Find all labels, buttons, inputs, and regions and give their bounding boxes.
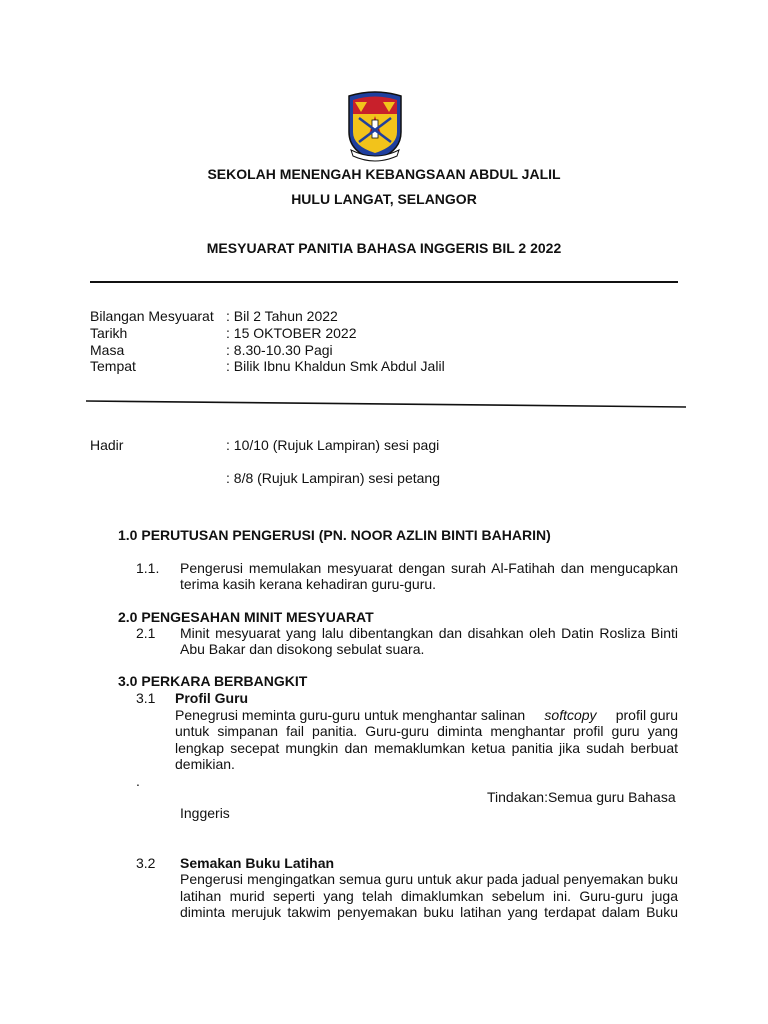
stray-dot: .	[136, 773, 140, 789]
item-2-1-line-1: Minit mesyuarat yang lalu dibentangkan dan disahkan oleh Datin Rosliza Binti	[180, 625, 678, 641]
top-divider	[90, 281, 678, 283]
section-3-heading: 3.0 PERKARA BERBANGKIT	[118, 673, 308, 689]
action-line-1: Tindakan:Semua guru Bahasa	[487, 789, 676, 805]
item-3-2-line-2: latihan murid seperti yang telah dimaklumkan sebelum ini. Guru-guru juga	[180, 888, 678, 904]
attendance-morning: : 10/10 (Rujuk Lampiran) sesi pagi	[226, 437, 440, 453]
detail-value-tempat: : Bilik Ibnu Khaldun Smk Abdul Jalil	[226, 358, 445, 374]
attendance-afternoon: : 8/8 (Rujuk Lampiran) sesi petang	[226, 470, 440, 486]
attendance-label: Hadir	[90, 437, 124, 453]
section-2-heading: 2.0 PENGESAHAN MINIT MESYUARAT	[118, 609, 374, 625]
item-1-1-number: 1.1.	[136, 560, 160, 576]
detail-label-bilangan: Bilangan Mesyuarat	[90, 308, 214, 324]
detail-label-masa: Masa	[90, 342, 125, 358]
item-3-1-line-4: demikian.	[175, 756, 235, 772]
item-1-1-line-1: Pengerusi memulakan mesyuarat dengan surah Al-Fatihah dan mengucapkan	[180, 560, 678, 576]
detail-value-bilangan: : Bil 2 Tahun 2022	[226, 308, 338, 324]
item-3-2-line-1: Pengerusi mengingatkan semua guru untuk akur pada jadual penyemakan buku	[180, 871, 678, 887]
item-3-1-softcopy: softcopy	[544, 707, 597, 723]
middle-divider	[84, 398, 688, 410]
item-3-2-line-3: diminta merujuk takwim penyemakan buku latihan yang terdapat dalam Buku	[180, 904, 678, 920]
school-crest-logo	[345, 90, 405, 162]
detail-label-tempat: Tempat	[90, 358, 136, 374]
item-1-1-line-2: terima kasih kerana kehadiran guru-guru.	[180, 576, 437, 592]
item-3-1-line-3: lengkap secepat mungkin dan memaklumkan ketua panitia jika sudah berbuat	[175, 740, 678, 756]
section-1-heading: 1.0 PERUTUSAN PENGERUSI (PN. NOOR AZLIN BINTI BAHARIN)	[118, 527, 551, 543]
school-name: SEKOLAH MENENGAH KEBANGSAAN ABDUL JALIL	[207, 166, 561, 182]
item-3-2-number: 3.2	[136, 855, 156, 871]
item-3-1-line-2: untuk simpanan fail panitia. Guru-guru diminta menghantar profil guru yang	[175, 723, 678, 739]
school-location: HULU LANGAT, SELANGOR	[291, 191, 477, 207]
action-line-2: Inggeris	[180, 805, 230, 821]
item-3-1-line-1	[175, 707, 678, 723]
item-2-1-line-2: Abu Bakar dan disokong sebulat suara.	[180, 641, 425, 657]
item-3-1-line-1-end: profil guru	[615, 707, 678, 723]
detail-value-masa: : 8.30-10.30 Pagi	[226, 342, 333, 358]
item-3-1-title: Profil Guru	[175, 690, 249, 706]
item-3-1-number: 3.1	[136, 690, 156, 706]
item-3-1-line-1-start: Penegrusi meminta guru-guru untuk menghantar salinan	[175, 707, 526, 723]
meeting-title: MESYUARAT PANITIA BAHASA INGGERIS BIL 2 2022	[206, 240, 562, 256]
detail-value-tarikh: : 15 OKTOBER 2022	[226, 325, 357, 341]
item-3-2-title: Semakan Buku Latihan	[180, 855, 335, 871]
item-2-1-number: 2.1	[136, 625, 156, 641]
detail-label-tarikh: Tarikh	[90, 325, 128, 341]
